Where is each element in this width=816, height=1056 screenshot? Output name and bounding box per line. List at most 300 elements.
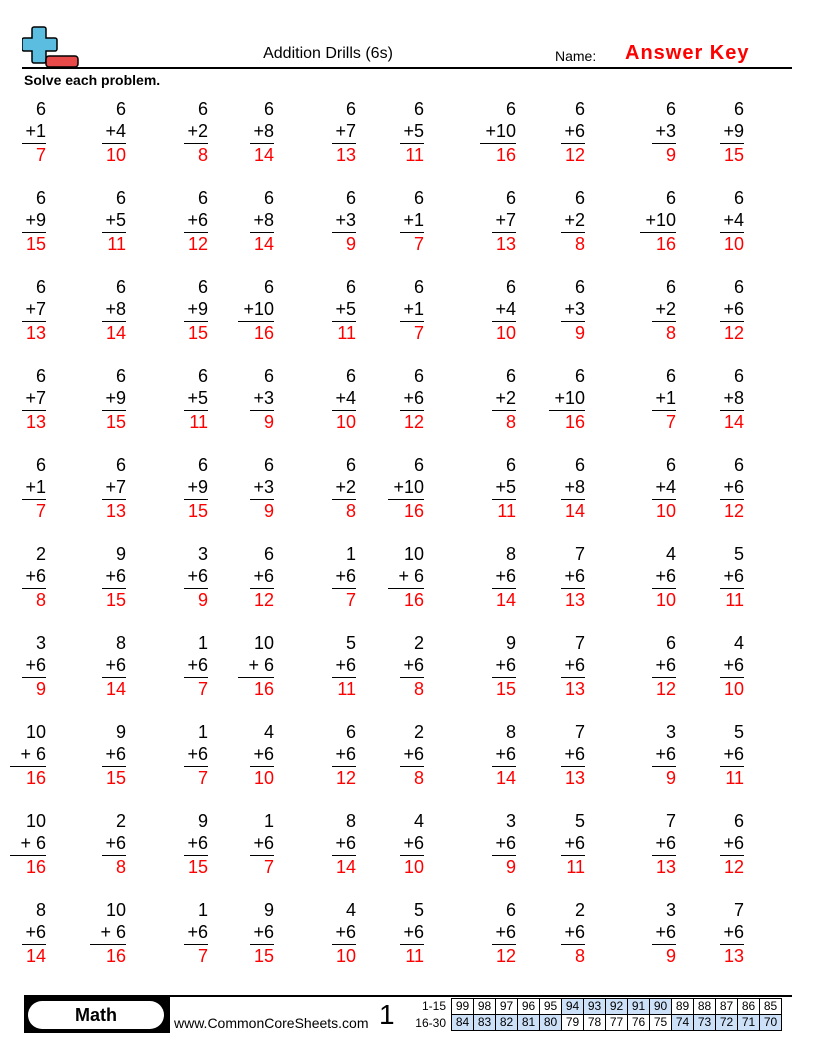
- problem: [400, 899, 424, 967]
- subject-badge: [24, 997, 170, 1033]
- addend-top: 6: [505, 900, 516, 920]
- problem: [10, 721, 46, 789]
- problem: [102, 810, 126, 878]
- problem: [332, 810, 356, 878]
- score-cell: 92: [606, 999, 628, 1015]
- answer: 7: [263, 857, 274, 877]
- addend-bottom: +6: [561, 832, 585, 856]
- answer: 7: [665, 412, 676, 432]
- problem: [652, 98, 676, 166]
- problem: [250, 543, 274, 611]
- answer: 9: [665, 145, 676, 165]
- answer: 8: [35, 590, 46, 610]
- addend-bottom: +6: [400, 921, 424, 945]
- addend-bottom: +6: [184, 565, 208, 589]
- problem: [652, 454, 676, 522]
- score-cell: 70: [760, 1015, 782, 1031]
- addend-top: 6: [574, 188, 585, 208]
- addend-top: 10: [105, 900, 126, 920]
- addend-top: 9: [115, 722, 126, 742]
- answer: 16: [105, 946, 126, 966]
- answer: 16: [25, 768, 46, 788]
- addend-bottom: +6: [250, 921, 274, 945]
- name-value: Answer Key: [625, 42, 750, 64]
- addend-top: 6: [665, 188, 676, 208]
- addend-top: 6: [574, 366, 585, 386]
- problem: [332, 365, 356, 433]
- answer: 15: [105, 412, 126, 432]
- answer: 15: [187, 857, 208, 877]
- answer: 13: [25, 412, 46, 432]
- addend-bottom: +8: [720, 387, 744, 411]
- problem: [549, 365, 585, 433]
- addend-top: 6: [505, 455, 516, 475]
- answer: 12: [723, 857, 744, 877]
- answer: 16: [253, 679, 274, 699]
- answer: 7: [413, 234, 424, 254]
- addend-top: 6: [115, 99, 126, 119]
- addend-top: 7: [574, 633, 585, 653]
- problem: [250, 454, 274, 522]
- answer: 13: [495, 234, 516, 254]
- addend-bottom: +6: [250, 743, 274, 767]
- addend-top: 6: [733, 455, 744, 475]
- addend-bottom: +6: [492, 565, 516, 589]
- addend-bottom: +2: [561, 209, 585, 233]
- score-cell: 97: [496, 999, 518, 1015]
- problem: [22, 899, 46, 967]
- answer: 11: [497, 501, 516, 521]
- problem: [184, 899, 208, 967]
- addend-bottom: +6: [332, 743, 356, 767]
- answer: 7: [345, 590, 356, 610]
- problem: [388, 543, 424, 611]
- answer: 16: [403, 501, 424, 521]
- addend-bottom: +6: [492, 921, 516, 945]
- answer: 15: [495, 679, 516, 699]
- answer: 7: [35, 145, 46, 165]
- answer: 8: [197, 145, 208, 165]
- addend-bottom: +6: [102, 565, 126, 589]
- addend-top: 4: [263, 722, 274, 742]
- addend-bottom: +6: [652, 743, 676, 767]
- answer: 13: [25, 323, 46, 343]
- problem: [652, 543, 676, 611]
- addend-bottom: +6: [184, 832, 208, 856]
- problem: [492, 810, 516, 878]
- addend-bottom: +10: [640, 209, 676, 233]
- addend-top: 6: [263, 544, 274, 564]
- answer: 10: [723, 679, 744, 699]
- score-cell: 99: [452, 999, 474, 1015]
- addend-bottom: +6: [102, 832, 126, 856]
- addend-top: 3: [665, 900, 676, 920]
- answer: 9: [345, 234, 356, 254]
- answer: 14: [495, 768, 516, 788]
- problem: [720, 721, 744, 789]
- problem: [184, 721, 208, 789]
- instructions: Solve each problem.: [24, 72, 161, 88]
- addend-top: 10: [403, 544, 424, 564]
- addend-top: 6: [263, 188, 274, 208]
- addend-top: 6: [35, 277, 46, 297]
- addend-top: 3: [35, 633, 46, 653]
- answer: 14: [25, 946, 46, 966]
- addend-top: 6: [115, 188, 126, 208]
- addend-top: 6: [115, 455, 126, 475]
- addend-bottom: +6: [400, 654, 424, 678]
- addend-top: 6: [115, 277, 126, 297]
- score-cell: 71: [738, 1015, 760, 1031]
- problem: [102, 721, 126, 789]
- addend-bottom: +2: [332, 476, 356, 500]
- problem: [184, 276, 208, 344]
- addend-bottom: +6: [22, 654, 46, 678]
- subject-label: Math: [28, 1001, 164, 1029]
- score-cell: 81: [518, 1015, 540, 1031]
- problem: [250, 98, 274, 166]
- addend-bottom: +7: [22, 387, 46, 411]
- addend-bottom: +5: [332, 298, 356, 322]
- problem: [400, 187, 424, 255]
- score-cell: 76: [628, 1015, 650, 1031]
- addend-top: 6: [197, 455, 208, 475]
- addend-bottom: +6: [492, 743, 516, 767]
- answer: 14: [105, 679, 126, 699]
- problem: [400, 365, 424, 433]
- score-cell: 73: [694, 1015, 716, 1031]
- problem: [720, 187, 744, 255]
- addend-bottom: +9: [184, 476, 208, 500]
- addend-bottom: +7: [332, 120, 356, 144]
- addend-bottom: +6: [720, 565, 744, 589]
- answer: 13: [105, 501, 126, 521]
- answer: 10: [105, 145, 126, 165]
- addend-bottom: +6: [400, 832, 424, 856]
- answer: 16: [564, 412, 585, 432]
- answer: 9: [574, 323, 585, 343]
- answer: 16: [403, 590, 424, 610]
- addend-top: 6: [574, 277, 585, 297]
- addend-bottom: +9: [184, 298, 208, 322]
- addend-bottom: +6: [652, 832, 676, 856]
- addend-bottom: +6: [561, 743, 585, 767]
- answer: 11: [337, 323, 356, 343]
- problem: [102, 365, 126, 433]
- answer: 9: [35, 679, 46, 699]
- answer: 16: [495, 145, 516, 165]
- addend-top: 6: [35, 188, 46, 208]
- addend-top: 6: [665, 455, 676, 475]
- problem: [492, 187, 516, 255]
- addend-bottom: +4: [102, 120, 126, 144]
- problem: [640, 187, 676, 255]
- problem: [332, 632, 356, 700]
- score-cell: 90: [650, 999, 672, 1015]
- answer: 12: [723, 501, 744, 521]
- problem: [22, 276, 46, 344]
- score-cell: 80: [540, 1015, 562, 1031]
- addend-bottom: +6: [332, 654, 356, 678]
- problem: [184, 365, 208, 433]
- answer: 12: [403, 412, 424, 432]
- addend-top: 6: [733, 366, 744, 386]
- answer: 14: [105, 323, 126, 343]
- addend-bottom: +1: [22, 120, 46, 144]
- answer: 12: [335, 768, 356, 788]
- answer: 11: [725, 768, 744, 788]
- problem: [184, 543, 208, 611]
- addend-bottom: +6: [561, 120, 585, 144]
- addend-bottom: +3: [332, 209, 356, 233]
- score-cell: 78: [584, 1015, 606, 1031]
- score-cell: 91: [628, 999, 650, 1015]
- problem: [652, 899, 676, 967]
- problem: [492, 632, 516, 700]
- answer: 14: [253, 145, 274, 165]
- addend-top: 1: [197, 633, 208, 653]
- website-label: www.CommonCoreSheets.com: [174, 1015, 369, 1031]
- score-cell: 74: [672, 1015, 694, 1031]
- addend-top: 5: [345, 633, 356, 653]
- addend-bottom: +4: [332, 387, 356, 411]
- problem: [561, 543, 585, 611]
- answer: 8: [345, 501, 356, 521]
- addend-top: 8: [345, 811, 356, 831]
- addend-bottom: +10: [388, 476, 424, 500]
- answer: 8: [574, 234, 585, 254]
- answer: 15: [105, 768, 126, 788]
- answer: 13: [655, 857, 676, 877]
- answer: 10: [335, 412, 356, 432]
- problem: [400, 632, 424, 700]
- answer: 12: [655, 679, 676, 699]
- addend-bottom: +8: [102, 298, 126, 322]
- problem: [250, 187, 274, 255]
- problem: [184, 810, 208, 878]
- addend-bottom: +6: [561, 654, 585, 678]
- answer: 9: [263, 501, 274, 521]
- addend-top: 2: [574, 900, 585, 920]
- addend-bottom: +5: [400, 120, 424, 144]
- answer: 16: [253, 323, 274, 343]
- addend-bottom: +6: [720, 654, 744, 678]
- addend-bottom: +4: [652, 476, 676, 500]
- problem: [492, 454, 516, 522]
- addend-top: 6: [345, 99, 356, 119]
- problem: [492, 721, 516, 789]
- answer: 9: [263, 412, 274, 432]
- answer: 9: [665, 768, 676, 788]
- score-cell: 83: [474, 1015, 496, 1031]
- addend-bottom: +2: [184, 120, 208, 144]
- addend-top: 9: [263, 900, 274, 920]
- addend-top: 6: [505, 277, 516, 297]
- addend-bottom: +4: [492, 298, 516, 322]
- addend-bottom: +9: [720, 120, 744, 144]
- addend-bottom: + 6: [10, 832, 46, 856]
- problem: [332, 454, 356, 522]
- answer: 15: [723, 145, 744, 165]
- problem: [561, 721, 585, 789]
- problem: [250, 810, 274, 878]
- problem: [561, 276, 585, 344]
- problem: [332, 98, 356, 166]
- addend-bottom: +1: [22, 476, 46, 500]
- addend-bottom: +3: [250, 476, 274, 500]
- addend-top: 6: [413, 188, 424, 208]
- answer: 8: [665, 323, 676, 343]
- addend-top: 6: [115, 366, 126, 386]
- score-cell: 88: [694, 999, 716, 1015]
- answer: 7: [35, 501, 46, 521]
- problem: [90, 899, 126, 967]
- problem: [102, 98, 126, 166]
- addend-bottom: +6: [652, 921, 676, 945]
- addend-bottom: +6: [561, 565, 585, 589]
- problem: [250, 365, 274, 433]
- problem: [238, 276, 274, 344]
- answer: 12: [723, 323, 744, 343]
- addend-top: 5: [413, 900, 424, 920]
- addend-top: 6: [733, 188, 744, 208]
- problem: [332, 276, 356, 344]
- addend-top: 6: [665, 633, 676, 653]
- addend-top: 6: [263, 455, 274, 475]
- answer: 14: [335, 857, 356, 877]
- answer: 15: [105, 590, 126, 610]
- addend-top: 1: [197, 722, 208, 742]
- addend-top: 6: [263, 99, 274, 119]
- addend-bottom: +6: [561, 921, 585, 945]
- addend-bottom: +6: [22, 565, 46, 589]
- addend-top: 6: [263, 366, 274, 386]
- answer: 12: [253, 590, 274, 610]
- problem: [22, 187, 46, 255]
- addend-top: 5: [733, 544, 744, 564]
- answer: 16: [25, 857, 46, 877]
- name-label: Name:: [555, 48, 597, 64]
- problem: [492, 276, 516, 344]
- answer: 14: [495, 590, 516, 610]
- addend-top: 6: [197, 188, 208, 208]
- score-cell: 82: [496, 1015, 518, 1031]
- answer: 10: [723, 234, 744, 254]
- answer: 11: [337, 679, 356, 699]
- answer: 14: [723, 412, 744, 432]
- problem: [720, 632, 744, 700]
- problem: [492, 543, 516, 611]
- addend-top: 6: [345, 366, 356, 386]
- problem: [238, 632, 274, 700]
- problem: [184, 454, 208, 522]
- addend-top: 6: [197, 366, 208, 386]
- addend-bottom: +8: [250, 120, 274, 144]
- answer: 10: [403, 857, 424, 877]
- addend-top: 6: [574, 99, 585, 119]
- problem: [652, 632, 676, 700]
- problem: [388, 454, 424, 522]
- addend-bottom: +6: [184, 921, 208, 945]
- addend-bottom: +6: [332, 832, 356, 856]
- addend-bottom: + 6: [238, 654, 274, 678]
- problem: [720, 98, 744, 166]
- problem: [720, 899, 744, 967]
- problem: [102, 632, 126, 700]
- addend-top: 6: [345, 188, 356, 208]
- addend-bottom: +6: [492, 832, 516, 856]
- addend-top: 7: [733, 900, 744, 920]
- answer: 11: [405, 946, 424, 966]
- addend-bottom: +5: [492, 476, 516, 500]
- answer: 15: [187, 501, 208, 521]
- addend-bottom: +6: [492, 654, 516, 678]
- addend-top: 6: [505, 99, 516, 119]
- addend-bottom: +6: [250, 832, 274, 856]
- problem: [22, 543, 46, 611]
- problem: [22, 632, 46, 700]
- addend-top: 9: [505, 633, 516, 653]
- answer: 8: [115, 857, 126, 877]
- addend-top: 8: [505, 544, 516, 564]
- answer: 10: [655, 501, 676, 521]
- problem: [332, 543, 356, 611]
- problem: [720, 365, 744, 433]
- addend-bottom: +8: [561, 476, 585, 500]
- addend-top: 6: [413, 277, 424, 297]
- addend-bottom: +6: [720, 832, 744, 856]
- page-number: 1: [379, 999, 395, 1030]
- addend-bottom: +6: [102, 654, 126, 678]
- answer: 15: [25, 234, 46, 254]
- addend-top: 3: [505, 811, 516, 831]
- answer: 10: [495, 323, 516, 343]
- score-row-label: 1-15: [421, 999, 446, 1013]
- addend-bottom: +6: [720, 743, 744, 767]
- addend-top: 4: [733, 633, 744, 653]
- answer: 14: [564, 501, 585, 521]
- addend-bottom: +5: [184, 387, 208, 411]
- answer: 13: [564, 679, 585, 699]
- score-cell: 98: [474, 999, 496, 1015]
- addend-bottom: +6: [184, 654, 208, 678]
- answer: 12: [564, 145, 585, 165]
- addend-top: 6: [733, 99, 744, 119]
- score-cell: 79: [562, 1015, 584, 1031]
- addend-bottom: +6: [184, 209, 208, 233]
- answer: 7: [197, 679, 208, 699]
- answer: 11: [189, 412, 208, 432]
- problem: [400, 276, 424, 344]
- addend-top: 2: [115, 811, 126, 831]
- answer: 13: [723, 946, 744, 966]
- addend-top: 6: [263, 277, 274, 297]
- score-cell: 94: [562, 999, 584, 1015]
- answer: 7: [413, 323, 424, 343]
- addend-top: 1: [263, 811, 274, 831]
- addend-top: 7: [574, 544, 585, 564]
- problem: [561, 899, 585, 967]
- addend-top: 2: [413, 722, 424, 742]
- problem: [480, 98, 516, 166]
- problem: [561, 810, 585, 878]
- answer: 15: [253, 946, 274, 966]
- answer: 11: [405, 145, 424, 165]
- problem: [22, 98, 46, 166]
- problem: [720, 454, 744, 522]
- addend-bottom: +6: [652, 565, 676, 589]
- addend-bottom: +10: [480, 120, 516, 144]
